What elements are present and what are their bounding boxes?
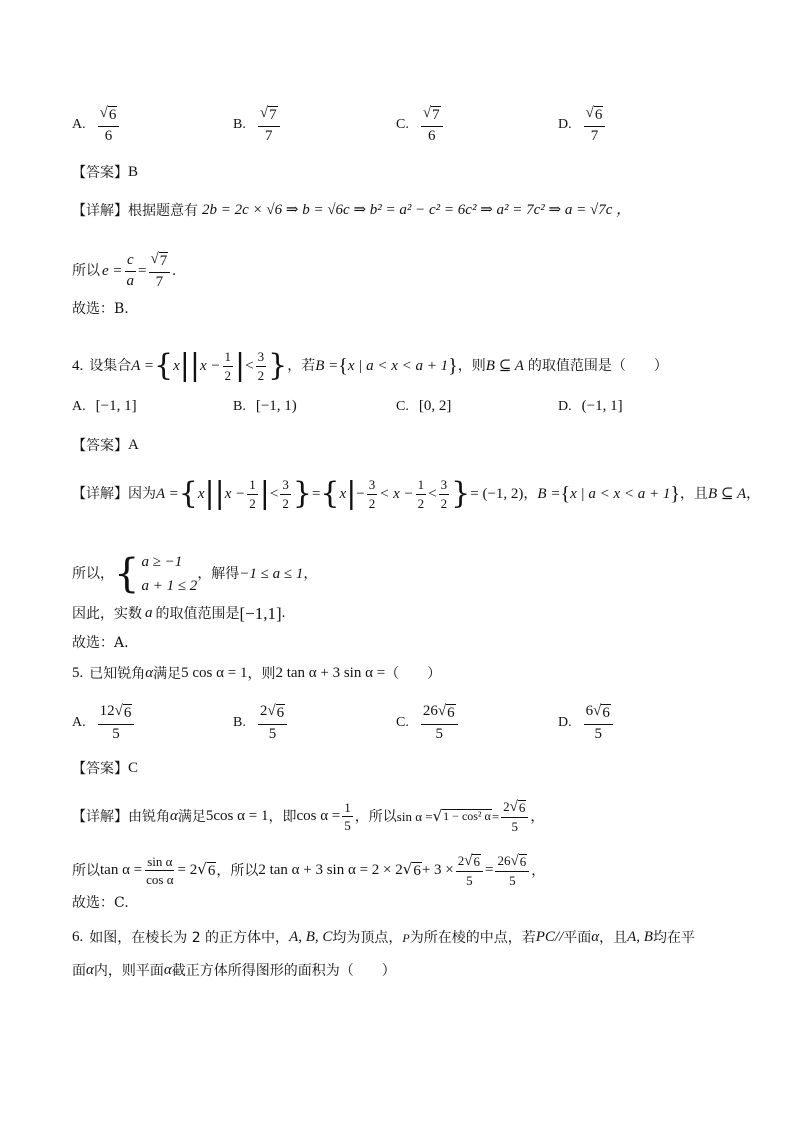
q5-option-c[interactable]: C. 26 √ 6 5 (396, 704, 460, 742)
q6-stem-line1: 6. 如图，在棱长为 2 的正方体中， A, B, C 均为顶点， P 为所在棱的中点，若 PC// 平面 α ，且 A, B 均在平 (72, 929, 695, 946)
q4-option-d[interactable]: D. (−1, 1] (558, 398, 623, 414)
q4-answer: 【答案】 A (72, 437, 139, 454)
q3-option-c[interactable]: C. √ 7 6 (396, 106, 445, 144)
q4-option-a[interactable]: A. [−1, 1] (72, 398, 137, 414)
q5-so: 所以 tan α = $\frac{\text{sin α}}{\text{cos α}}$ = 2 √ 6 ，所以 2 tan α + 3 sin α = 2 × 2 √ 6 + 3 × 2 √ 6 5 = 26 √ 6 5 ， (72, 853, 546, 889)
q3-so: 所以 e = $\frac{c}{a}$ = √ 7 7 . (72, 251, 176, 290)
q4-option-c[interactable]: C. [0, 2] (396, 398, 452, 414)
q5-option-a[interactable]: A. 12 √ 6 5 (72, 704, 136, 742)
q4-option-b[interactable]: B. [−1, 1) (233, 398, 297, 414)
q3-answer: 【答案】 B (72, 164, 139, 181)
q4-conclusion: 故选：A. (72, 635, 129, 651)
q5-option-b[interactable]: B. 2 √ 6 5 (233, 704, 289, 742)
q3-option-a[interactable]: A. √ 6 6 (72, 106, 121, 144)
q5-stem: 5. 已知锐角 α 满足 5 cos α = 1 ，则 2 tan α + 3 sin α = （ ） (72, 665, 442, 682)
q3-option-d[interactable]: D. √ 6 7 (558, 106, 607, 144)
q5-detail: 【详解】 由锐角 α 满足 5cos α = 1 ，即 cos α = $\frac{1}{5}$ ，所以 sin α = √ 1 − cos² α = 2 √ 6 5 ， (72, 799, 545, 835)
q4-detail: 【详解】 因为 A = { x | | x − $\frac{1}{2}$ | < $\frac{3}{2}$ } = { x | − $\frac{3}{2}$ < x − $\frac{1}{2}$ < $\frac{3}{2}$ } = (−1, 2) ， B = { x | a < x < a + 1 } ，且 B ⊆ A ， (72, 476, 761, 512)
q6-stem-line2: 面 α 内，则平面 α 截正方体所得图形的面积为（ ） (72, 962, 396, 979)
q4-stem: 4. 设集合 A = { x | | x − $\frac{1}{2}$ | < $\frac{3}{2}$ } ，若 B = { x | a < x < a + 1 } ，则 B ⊆ A 的取值范围是（ ） (72, 348, 668, 384)
q3-detail: 【详解】 根据题意有 2b = 2c × √6 ⇒ b = √6c ⇒ b² = a² − c² = 6c² ⇒ a² = 7c² ⇒ a = √7c ， (72, 202, 632, 219)
q3-conclusion: 故选：B. (72, 301, 129, 317)
q3-option-b[interactable]: B. √ 7 7 (233, 106, 282, 144)
q5-answer: 【答案】 C (72, 760, 139, 777)
q5-option-d[interactable]: D. 6 √ 6 5 (558, 704, 615, 742)
q4-so: 所以， { a ≥ −1 a + 1 ≤ 2 ，解得 −1 ≤ a ≤ 1 ， (72, 551, 318, 597)
q5-conclusion: 故选：C. (72, 895, 129, 911)
q4-hence: 因此，实数 a 的取值范围是 [−1,1] . (72, 604, 286, 623)
